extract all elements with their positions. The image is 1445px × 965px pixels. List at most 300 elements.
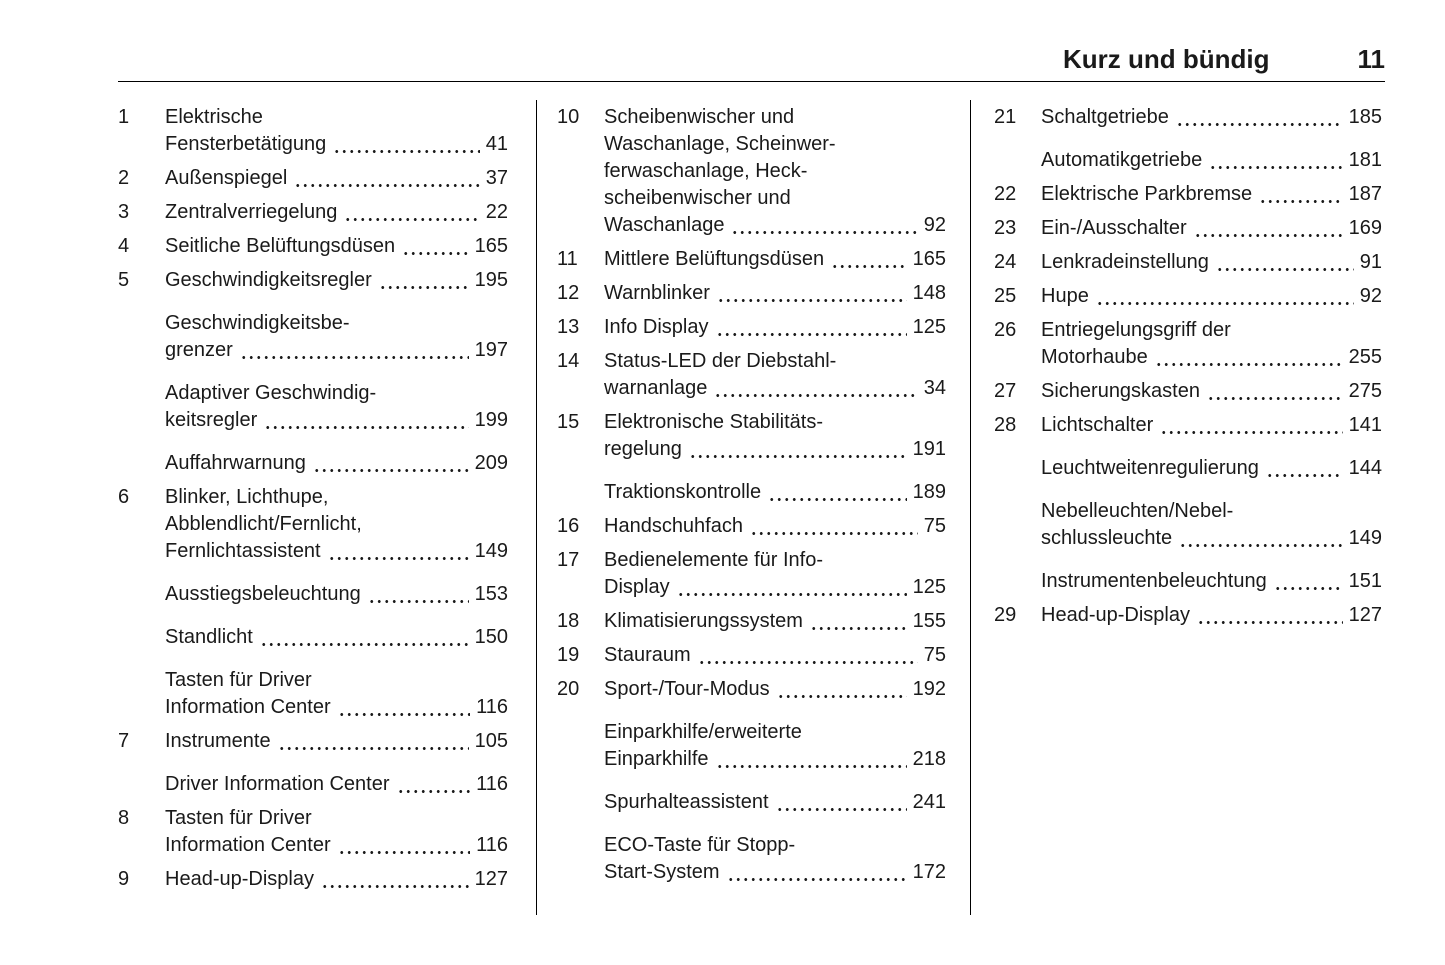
toc-entry [118,199,508,226]
entry-number: 4 [118,235,130,257]
entry-page-number: 92 [923,214,946,236]
entry-title-last-line [1041,412,1382,439]
entry-number [118,581,165,608]
entry-number: 22 [994,183,1017,205]
entry-title-text: Seitliche Belüftungsdüsen [165,235,396,257]
toc-entry [994,602,1382,629]
entry-title-last-line [604,789,946,816]
entry-title-text: grenzer [165,339,233,361]
entry-number: 21 [994,106,1017,128]
entry-body [604,246,946,273]
entry-page-number: 187 [1348,183,1382,205]
toc-entry [118,624,508,651]
dotted-leader [776,808,907,811]
entry-title-last-line [1041,378,1382,405]
entry-title-last-line [604,314,946,341]
entry-title-text: Hupe [1041,285,1089,307]
entry-page-number: 75 [923,515,946,537]
entry-title-last-line [165,694,508,721]
toc-entry [557,832,946,886]
toc-entry [557,479,946,506]
entry-page-number: 165 [474,235,508,257]
dotted-leader [294,184,479,187]
entry-title-text: Zentralverriegelung [165,201,338,223]
entry-number [557,789,604,816]
entry-page-number: 151 [1348,570,1382,592]
entry-page-number: 199 [474,409,508,431]
entry-title-text: Information Center [165,696,331,718]
entry-number [994,568,1041,595]
dotted-leader [333,150,480,153]
entry-title-line: scheibenwischer und [604,187,791,209]
entry-page-number: 172 [912,861,946,883]
entry-number [557,479,604,506]
toc-entry [557,789,946,816]
entry-title-last-line [165,233,508,260]
column-divider [970,100,971,915]
dotted-leader [1155,363,1343,366]
entry-title-last-line [604,746,946,773]
entry-title-last-line [1041,181,1382,208]
entry-title-last-line [165,199,508,226]
dotted-leader [698,661,918,664]
entry-title-text: Warnblinker [604,282,710,304]
entry-page-number: 92 [1359,285,1382,307]
toc-entry [994,455,1382,482]
toc-entry [118,805,508,859]
toc-entry [118,165,508,192]
dotted-leader [1274,587,1343,590]
entry-title-line: Status-LED der Diebstahl- [604,350,837,372]
entry-title-text: Instrumentenbeleuchtung [1041,570,1267,592]
toc-entry [118,667,508,721]
toc-entry [557,348,946,402]
entry-title-line: ECO-Taste für Stopp- [604,834,796,856]
entry-title-last-line [604,642,946,669]
page-title: Kurz und bündig [1062,44,1270,74]
entry-page-number: 218 [912,748,946,770]
entry-title-text: Handschuhfach [604,515,743,537]
entry-body [165,581,508,608]
entry-title-text: Head-up-Display [1041,604,1190,626]
entry-body [165,267,508,294]
entry-title-last-line [165,728,508,755]
toc-entry [118,728,508,755]
entry-body [165,165,508,192]
entry-title-line: Bedienelemente für Info- [604,549,824,571]
entry-number: 13 [557,316,580,338]
dotted-leader [344,218,479,221]
entry-body [165,450,508,477]
entry-title-text: Head-up-Display [165,868,314,890]
entry-title-line: Scheibenwischer und [604,106,795,128]
entry-body [165,484,508,565]
page-number: 11 [1357,44,1385,74]
entry-title-text: Geschwindigkeitsregler [165,269,372,291]
toc-entry [557,280,946,307]
entry-title-last-line [165,165,508,192]
entry-number: 25 [994,285,1017,307]
entry-page-number: 181 [1348,149,1382,171]
toc-entry [557,104,946,239]
entry-page-number: 149 [1348,527,1382,549]
entry-page-number: 91 [1359,251,1382,273]
entry-number: 1 [118,106,130,128]
entry-title-last-line [165,581,508,608]
entry-number: 5 [118,269,130,291]
dotted-leader [278,747,469,750]
entry-number: 18 [557,610,580,632]
entry-body [1041,568,1382,595]
entry-page-number: 125 [912,576,946,598]
entry-number [118,450,165,477]
entry-title-text: Ein-/Ausschalter [1041,217,1187,239]
entry-title-last-line [604,436,946,463]
entry-number: 17 [557,549,580,571]
entry-title-last-line [165,131,508,158]
entry-title-text: Elektrische Parkbremse [1041,183,1253,205]
entry-body [604,314,946,341]
toc-entry [118,866,508,893]
dotted-leader [338,713,470,716]
dotted-leader [1176,123,1343,126]
entry-number [557,719,604,773]
entry-title-text: Außenspiegel [165,167,288,189]
entry-title-last-line [604,513,946,540]
toc-entry [994,568,1382,595]
entry-title-line: Abblendlicht/Fernlicht, [165,513,362,535]
entry-page-number: 141 [1348,414,1382,436]
entry-title-last-line [165,771,508,798]
entry-page-number: 275 [1348,380,1382,402]
dotted-leader [328,557,469,560]
entry-body [604,642,946,669]
entry-title-last-line [1041,249,1382,276]
toc-entry [557,409,946,463]
entry-body [165,104,508,158]
entry-body [165,310,508,364]
entry-page-number: 41 [485,133,508,155]
dotted-leader [689,455,907,458]
entry-page-number: 192 [912,678,946,700]
entry-title-last-line [604,676,946,703]
entry-body [1041,378,1382,405]
entry-title-text: Fernlichtassistent [165,540,321,562]
entry-title-last-line [604,246,946,273]
entry-number: 20 [557,678,580,700]
entry-page-number: 195 [474,269,508,291]
entry-number [118,624,165,651]
entry-body [165,380,508,434]
dotted-leader [716,333,907,336]
toc-entry [118,771,508,798]
entry-body [604,789,946,816]
toc-entry [557,676,946,703]
dotted-leader [1259,200,1342,203]
entry-title-last-line [604,479,946,506]
entry-body [604,719,946,773]
entry-number: 19 [557,644,580,666]
entry-body [165,624,508,651]
entry-title-text: Standlicht [165,626,253,648]
entry-page-number: 191 [912,438,946,460]
toc-entry [557,314,946,341]
entry-title-last-line [1041,147,1382,174]
dotted-leader [313,469,469,472]
dotted-leader [1197,621,1343,624]
entry-title-last-line [1041,455,1382,482]
toc-entry [557,246,946,273]
entry-page-number: 150 [474,626,508,648]
toc-entry [557,642,946,669]
entry-title-text: Spurhalteassistent [604,791,769,813]
entry-page-number: 189 [912,481,946,503]
entry-number: 8 [118,807,130,829]
entry-title-last-line [604,608,946,635]
entry-body [1041,147,1382,174]
toc-entry [118,267,508,294]
toc-entry [118,380,508,434]
entry-number [994,455,1041,482]
entry-page-number: 127 [474,868,508,890]
dotted-leader [717,299,907,302]
entry-title-text: Start-System [604,861,720,883]
toc-entry [118,581,508,608]
toc-entry [994,215,1382,242]
entry-title-line: Elektronische Stabilitäts- [604,411,823,433]
entry-number: 12 [557,282,580,304]
column-divider [536,100,537,915]
toc-entry [557,513,946,540]
entry-title-line: Adaptiver Geschwindig- [165,382,377,404]
entry-title-text: regelung [604,438,682,460]
toc-entry [994,498,1382,552]
entry-title-text: Traktionskontrolle [604,481,762,503]
entry-title-text: Schaltgetriebe [1041,106,1169,128]
entry-number: 24 [994,251,1017,273]
entry-title-text: Lenkradeinstellung [1041,251,1209,273]
toc-entry [994,317,1382,371]
toc-column [118,104,508,893]
toc-entry [118,104,508,158]
toc-column [557,104,946,886]
entry-page-number: 144 [1348,457,1382,479]
entry-body [1041,317,1382,371]
entry-title-text: Motorhaube [1041,346,1148,368]
entry-title-last-line [604,375,946,402]
dotted-leader [1096,302,1354,305]
entry-title-last-line [604,280,946,307]
entry-page-number: 34 [923,377,946,399]
entry-title-text: Ausstiegsbeleuchtung [165,583,361,605]
entry-page-number: 148 [912,282,946,304]
entry-number: 16 [557,515,580,537]
toc-entry [118,310,508,364]
entry-body [604,409,946,463]
entry-number: 15 [557,411,580,433]
entry-body [1041,455,1382,482]
entry-title-text: Waschanlage [604,214,725,236]
entry-number [118,380,165,434]
dotted-leader [240,356,469,359]
toc-entry [118,484,508,565]
entry-title-last-line [165,832,508,859]
entry-number [994,147,1041,174]
entry-page-number: 125 [912,316,946,338]
entry-title-last-line [604,212,946,239]
entry-title-last-line [165,624,508,651]
entry-title-line: ferwaschanlage, Heck- [604,160,808,182]
entry-page-number: 153 [474,583,508,605]
entry-title-line: Tasten für Driver [165,669,312,691]
entry-body [165,728,508,755]
entry-title-text: Display [604,576,670,598]
toc-entry [994,104,1382,131]
entry-title-last-line [604,574,946,601]
dotted-leader [1266,474,1343,477]
entry-number: 7 [118,730,130,752]
entry-number: 6 [118,486,130,508]
entry-body [1041,181,1382,208]
dotted-leader [321,885,469,888]
entry-title-last-line [1041,283,1382,310]
entry-title-last-line [165,450,508,477]
entry-body [1041,283,1382,310]
entry-title-text: Lichtschalter [1041,414,1154,436]
entry-page-number: 169 [1348,217,1382,239]
entry-title-text: Mittlere Belüftungsdüsen [604,248,825,270]
entry-title-last-line [1041,525,1382,552]
dotted-leader [1209,166,1342,169]
entry-title-last-line [1041,602,1382,629]
entry-title-text: Auffahrwarnung [165,452,306,474]
entry-title-text: schlussleuchte [1041,527,1173,549]
toc-entry [994,181,1382,208]
toc-entry [557,608,946,635]
entry-page-number: 185 [1348,106,1382,128]
entry-page-number: 116 [476,773,508,795]
dotted-leader [1160,431,1342,434]
entry-title-text: Einparkhilfe [604,748,709,770]
entry-title-last-line [1041,215,1382,242]
entry-title-text: Stauraum [604,644,691,666]
toc-entry [994,412,1382,439]
dotted-leader [810,627,907,630]
dotted-leader [338,851,470,854]
dotted-leader [1207,397,1343,400]
entry-page-number: 165 [912,248,946,270]
dotted-leader [677,593,907,596]
header-rule [118,81,1385,82]
entry-page-number: 22 [485,201,508,223]
entry-body [604,608,946,635]
entry-body [604,104,946,239]
toc-entry [557,719,946,773]
entry-page-number: 149 [474,540,508,562]
dotted-leader [1179,544,1342,547]
dotted-leader [716,765,907,768]
entry-page-number: 75 [923,644,946,666]
entry-title-line: Blinker, Lichthupe, [165,486,329,508]
entry-title-last-line [165,267,508,294]
dotted-leader [727,878,907,881]
entry-number: 11 [557,248,578,270]
entry-body [604,479,946,506]
entry-body [1041,498,1382,552]
entry-title-line: Tasten für Driver [165,807,312,829]
toc-column [994,104,1382,629]
entry-number: 10 [557,106,580,128]
entry-number: 9 [118,868,130,890]
entry-title-text: keitsregler [165,409,258,431]
entry-title-text: Sicherungskasten [1041,380,1200,402]
entry-title-line: Einparkhilfe/erweiterte [604,721,802,743]
toc-entry [118,450,508,477]
entry-body [1041,215,1382,242]
dotted-leader [264,426,468,429]
entry-number [118,310,165,364]
entry-title-line: Entriegelungsgriff der [1041,319,1231,341]
entry-body [165,805,508,859]
dotted-leader [768,498,907,501]
entry-title-last-line [1041,104,1382,131]
entry-body [165,667,508,721]
entry-title-last-line [165,866,508,893]
dotted-leader [831,265,906,268]
entry-page-number: 37 [485,167,508,189]
dotted-leader [379,286,469,289]
entry-title-last-line [1041,344,1382,371]
entry-page-number: 105 [474,730,508,752]
entry-title-text: Automatikgetriebe [1041,149,1203,171]
entry-body [604,513,946,540]
dotted-leader [1216,268,1354,271]
toc-entry [994,283,1382,310]
entry-title-line: Elektrische [165,106,263,128]
entry-title-last-line [165,407,508,434]
entry-page-number: 116 [476,834,508,856]
entry-title-line: Nebelleuchten/Nebel- [1041,500,1234,522]
entry-body [604,547,946,601]
entry-page-number: 197 [474,339,508,361]
entry-title-text: Fensterbetätigung [165,133,327,155]
dotted-leader [731,231,917,234]
entry-body [165,233,508,260]
entry-body [604,832,946,886]
entry-title-line: Waschanlage, Scheinwer- [604,133,836,155]
entry-page-number: 116 [476,696,508,718]
entry-number: 29 [994,604,1017,626]
entry-number [118,771,165,798]
entry-body [1041,104,1382,131]
entry-title-text: Information Center [165,834,331,856]
entry-title-text: Info Display [604,316,709,338]
entry-body [165,771,508,798]
entry-title-text: warnanlage [604,377,708,399]
toc-entry [994,147,1382,174]
entry-number: 3 [118,201,130,223]
toc-entry [994,249,1382,276]
entry-number: 28 [994,414,1017,436]
entry-page-number: 127 [1348,604,1382,626]
entry-title-text: Instrumente [165,730,271,752]
entry-number: 26 [994,319,1017,341]
dotted-leader [397,790,471,793]
entry-body [604,676,946,703]
toc-entry [994,378,1382,405]
entry-title-last-line [1041,568,1382,595]
entry-page-number: 209 [474,452,508,474]
